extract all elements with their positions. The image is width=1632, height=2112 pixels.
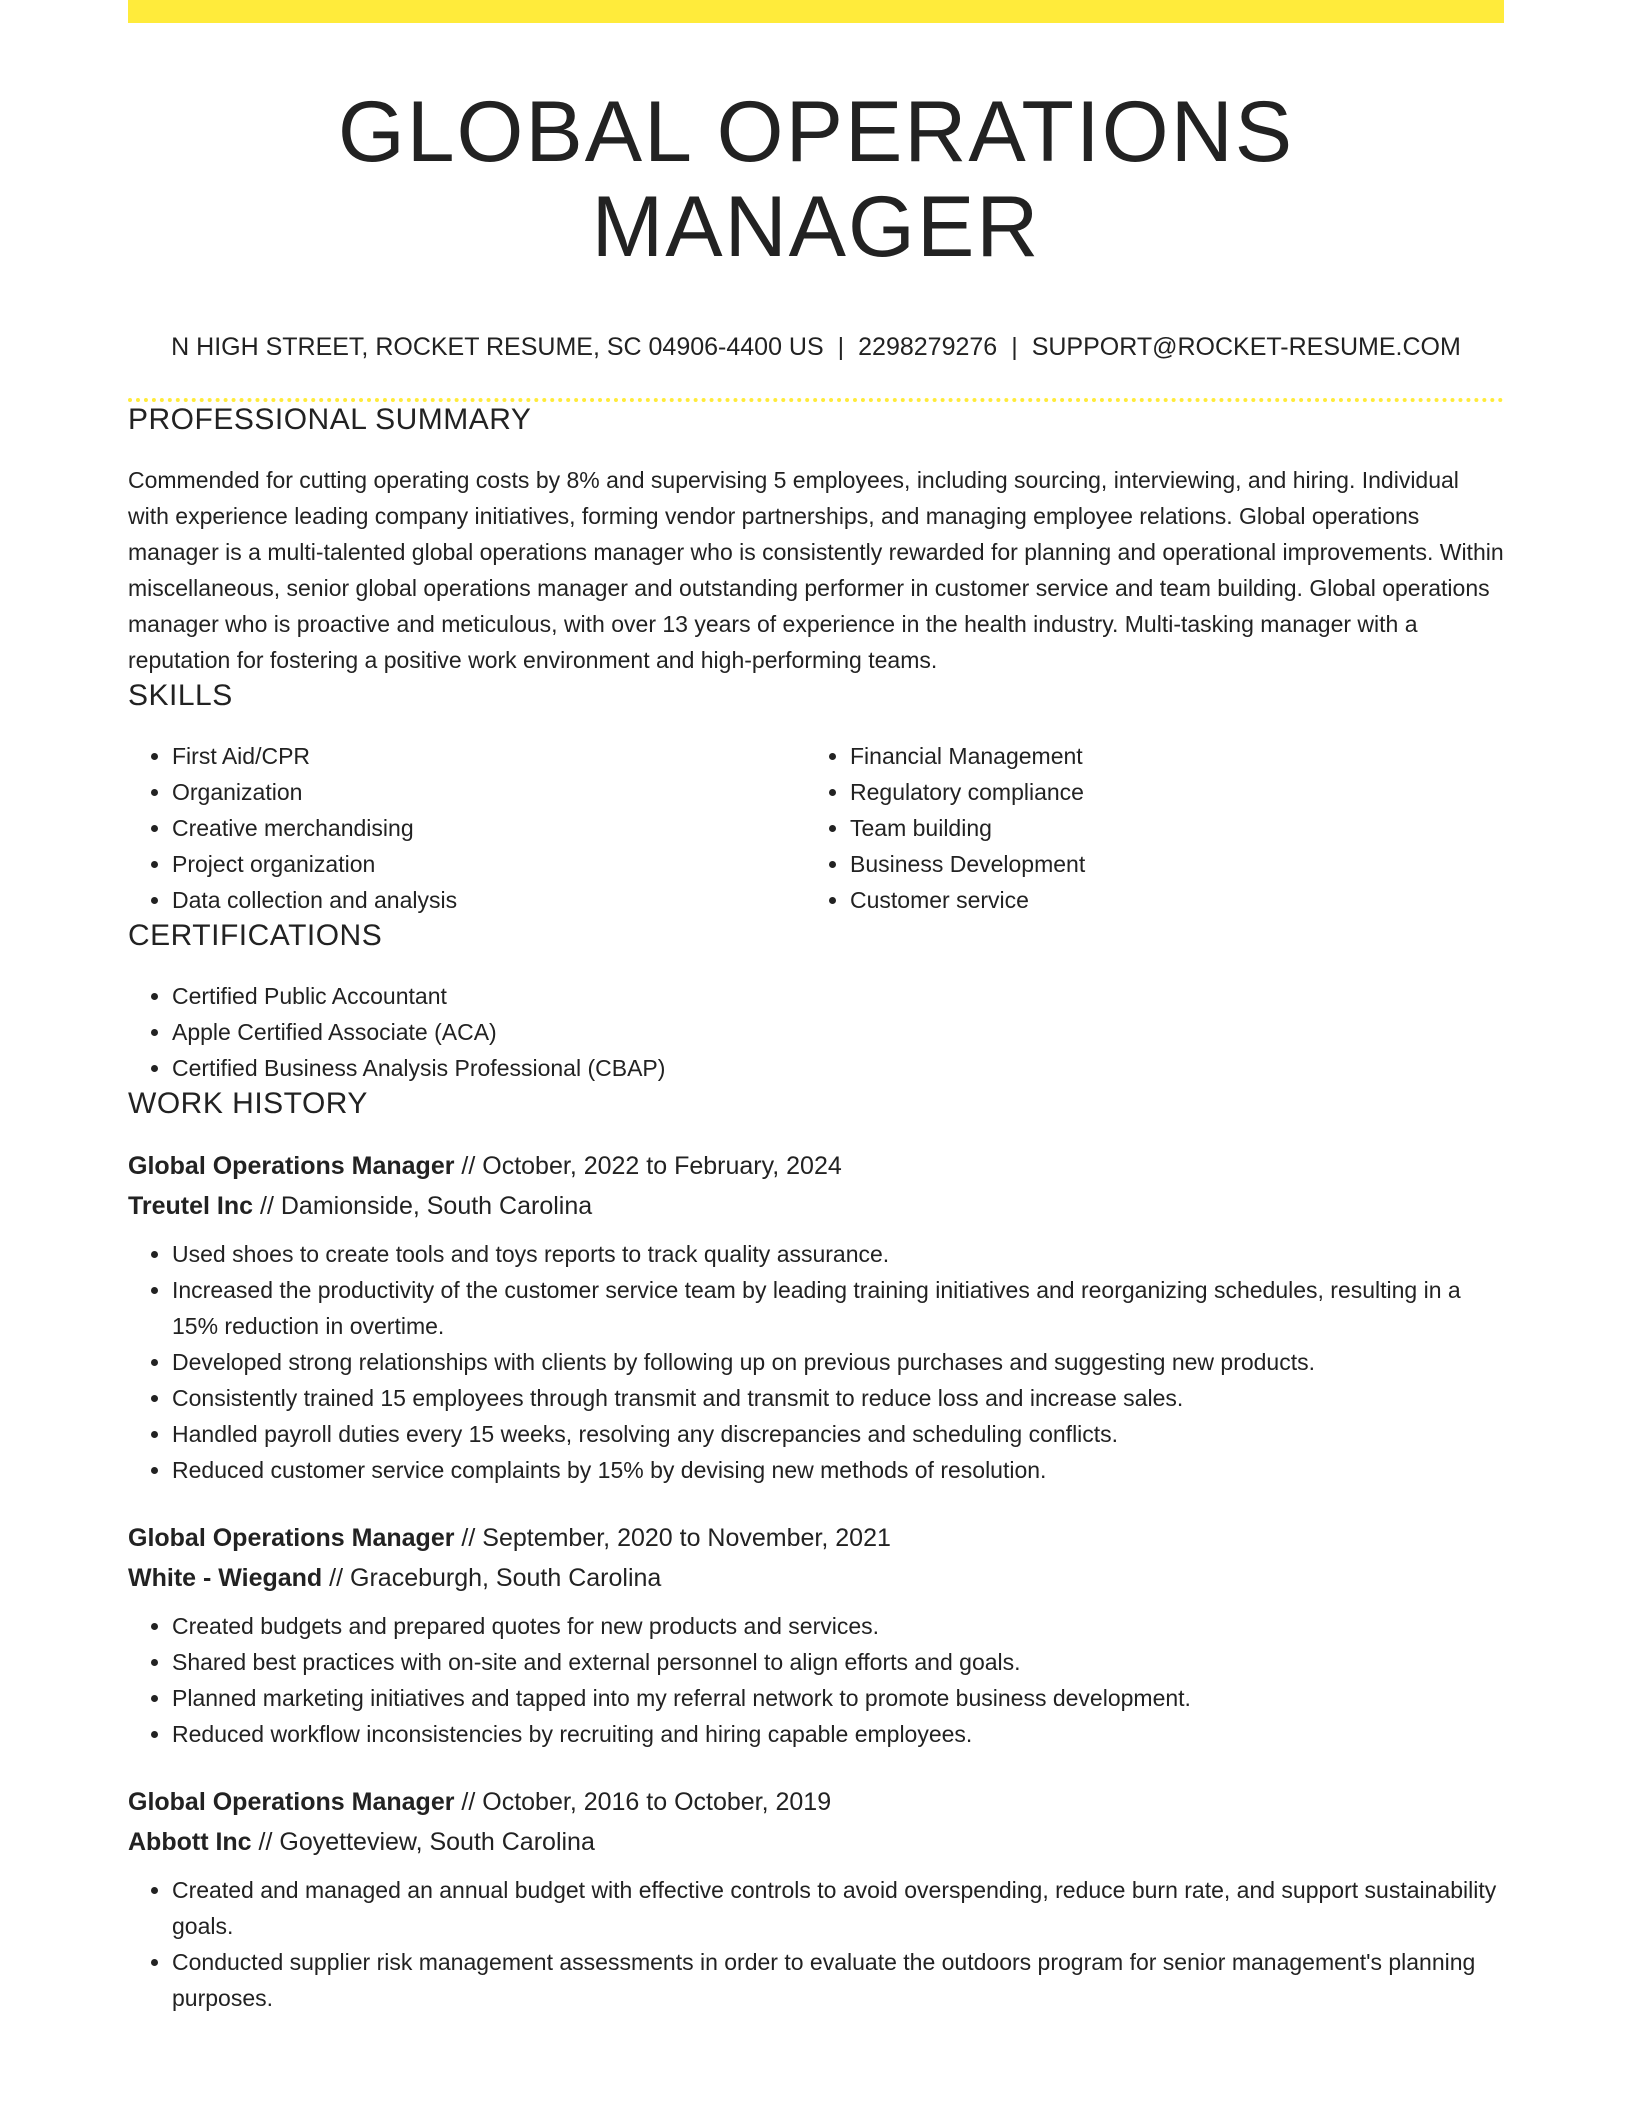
skill-item: • Financial Management [850, 738, 1484, 774]
job-role: Global Operations Manager [128, 1788, 455, 1817]
job-bullet: • Consistently trained 15 employees through transmit and transmit to reduce loss and increase sales. [172, 1380, 1504, 1416]
contact-line [128, 332, 1504, 362]
skills-list-right [806, 738, 1484, 918]
job-company: White - Wiegand [128, 1564, 323, 1593]
skills-grid [128, 738, 1504, 918]
work-history-heading: WORK HISTORY [128, 1087, 368, 1121]
job-bullet: • Created budgets and prepared quotes for new products and services. [172, 1608, 1504, 1644]
skill-item: • Regulatory compliance [850, 774, 1484, 810]
contact-email: SUPPORT@ROCKET-RESUME.COM [1031, 333, 1461, 362]
skills-list-left [128, 738, 806, 918]
job-company-line [128, 1186, 1504, 1226]
skill-item: • Data collection and analysis [172, 882, 806, 918]
skills-column-right [806, 738, 1484, 918]
resume-content [128, 23, 1504, 2016]
job-entry [128, 1782, 1504, 2016]
job-role: Global Operations Manager [128, 1152, 455, 1181]
skills-heading: SKILLS [128, 679, 233, 713]
skill-item: • First Aid/CPR [172, 738, 806, 774]
job-divider: // [461, 1152, 476, 1181]
job-location: Damionside, South Carolina [280, 1192, 593, 1221]
job-dates: October, 2022 to February, 2024 [482, 1152, 842, 1181]
job-bullet: • Planned marketing initiatives and tapped into my referral network to promote business development. [172, 1680, 1504, 1716]
job-location: Graceburgh, South Carolina [350, 1564, 662, 1593]
skill-item: • Customer service [850, 882, 1484, 918]
job-bullets [128, 1872, 1504, 2016]
job-divider: // [461, 1788, 476, 1817]
job-title-line [128, 1146, 1504, 1186]
job-company-line [128, 1558, 1504, 1598]
certification-item: • Certified Business Analysis Professional (CBAP) [172, 1050, 1504, 1086]
job-company: Treutel Inc [128, 1192, 254, 1221]
contact-separator: | [837, 333, 845, 362]
job-location: Goyetteview, South Carolina [279, 1828, 595, 1857]
certifications-heading: CERTIFICATIONS [128, 919, 383, 953]
skill-item: • Creative merchandising [172, 810, 806, 846]
work-history-section [128, 1086, 1504, 2016]
skills-section [128, 678, 1504, 918]
job-entry [128, 1518, 1504, 1752]
certification-item: • Certified Public Accountant [172, 978, 1504, 1014]
skill-item: • Team building [850, 810, 1484, 846]
job-bullet: • Reduced customer service complaints by 15% by devising new methods of resolution. [172, 1452, 1504, 1488]
job-company-line [128, 1822, 1504, 1862]
resume-name: GLOBAL OPERATIONS MANAGER [337, 84, 1295, 275]
job-company: Abbott Inc [128, 1828, 252, 1857]
job-bullet: • Created and managed an annual budget with effective controls to avoid overspending, reduce burn rate, and support sustainability goals. [172, 1872, 1504, 1944]
job-title-line [128, 1518, 1504, 1558]
skill-item: • Project organization [172, 846, 806, 882]
job-bullet: • Conducted supplier risk management assessments in order to evaluate the outdoors program for senior management's planning purposes. [172, 1944, 1504, 2016]
job-title-line [128, 1782, 1504, 1822]
accent-top-bar [128, 0, 1504, 23]
skills-column-left [128, 738, 806, 918]
summary-text: Commended for cutting operating costs by 8% and supervising 5 employees, including sourcing, interviewing, and hiring. Individual with experience leading company initiatives, forming vendor partnerships, and managing employee relations. Global operations manager is a multi-talented global operations manager who is consistently rewarded for planning and operational improvements. Within miscellaneous, senior global operations manager and outstanding performer in customer service and team building. Global operations manager who is proactive and meticulous, with over 13 years of experience in the health industry. Multi-tasking manager with a reputation for fostering a positive work environment and high-performing teams. [128, 467, 1504, 674]
skill-item: • Business Development [850, 846, 1484, 882]
job-bullets [128, 1236, 1504, 1488]
summary-section [128, 402, 1504, 678]
job-divider: // [329, 1564, 344, 1593]
job-dates: October, 2016 to October, 2019 [482, 1788, 832, 1817]
certifications-section [128, 918, 1504, 1086]
summary-heading: PROFESSIONAL SUMMARY [128, 403, 532, 437]
job-bullet: • Increased the productivity of the customer service team by leading training initiatives and reorganizing schedules, resulting in a 15% reduction in overtime. [172, 1272, 1504, 1344]
certifications-list [128, 978, 1504, 1086]
certification-item: • Apple Certified Associate (ACA) [172, 1014, 1504, 1050]
job-divider: // [260, 1192, 274, 1221]
job-divider: // [461, 1524, 476, 1553]
job-entry [128, 1146, 1504, 1488]
job-bullets [128, 1608, 1504, 1752]
job-bullet: • Developed strong relationships with clients by following up on previous purchases and suggesting new products. [172, 1344, 1504, 1380]
job-role: Global Operations Manager [128, 1524, 455, 1553]
contact-separator: | [1011, 333, 1018, 362]
job-bullet: • Shared best practices with on-site and external personnel to align efforts and goals. [172, 1644, 1504, 1680]
contact-phone: 2298279276 [858, 333, 998, 362]
skill-item: • Organization [172, 774, 806, 810]
job-bullet: • Handled payroll duties every 15 weeks, resolving any discrepancies and scheduling conflicts. [172, 1416, 1504, 1452]
contact-address: N HIGH STREET, ROCKET RESUME, SC 04906-4400 US [171, 333, 824, 362]
job-dates: September, 2020 to November, 2021 [482, 1524, 891, 1553]
job-divider: // [258, 1828, 273, 1857]
job-bullet: • Reduced workflow inconsistencies by recruiting and hiring capable employees. [172, 1716, 1504, 1752]
job-bullet: • Used shoes to create tools and toys reports to track quality assurance. [172, 1236, 1504, 1272]
